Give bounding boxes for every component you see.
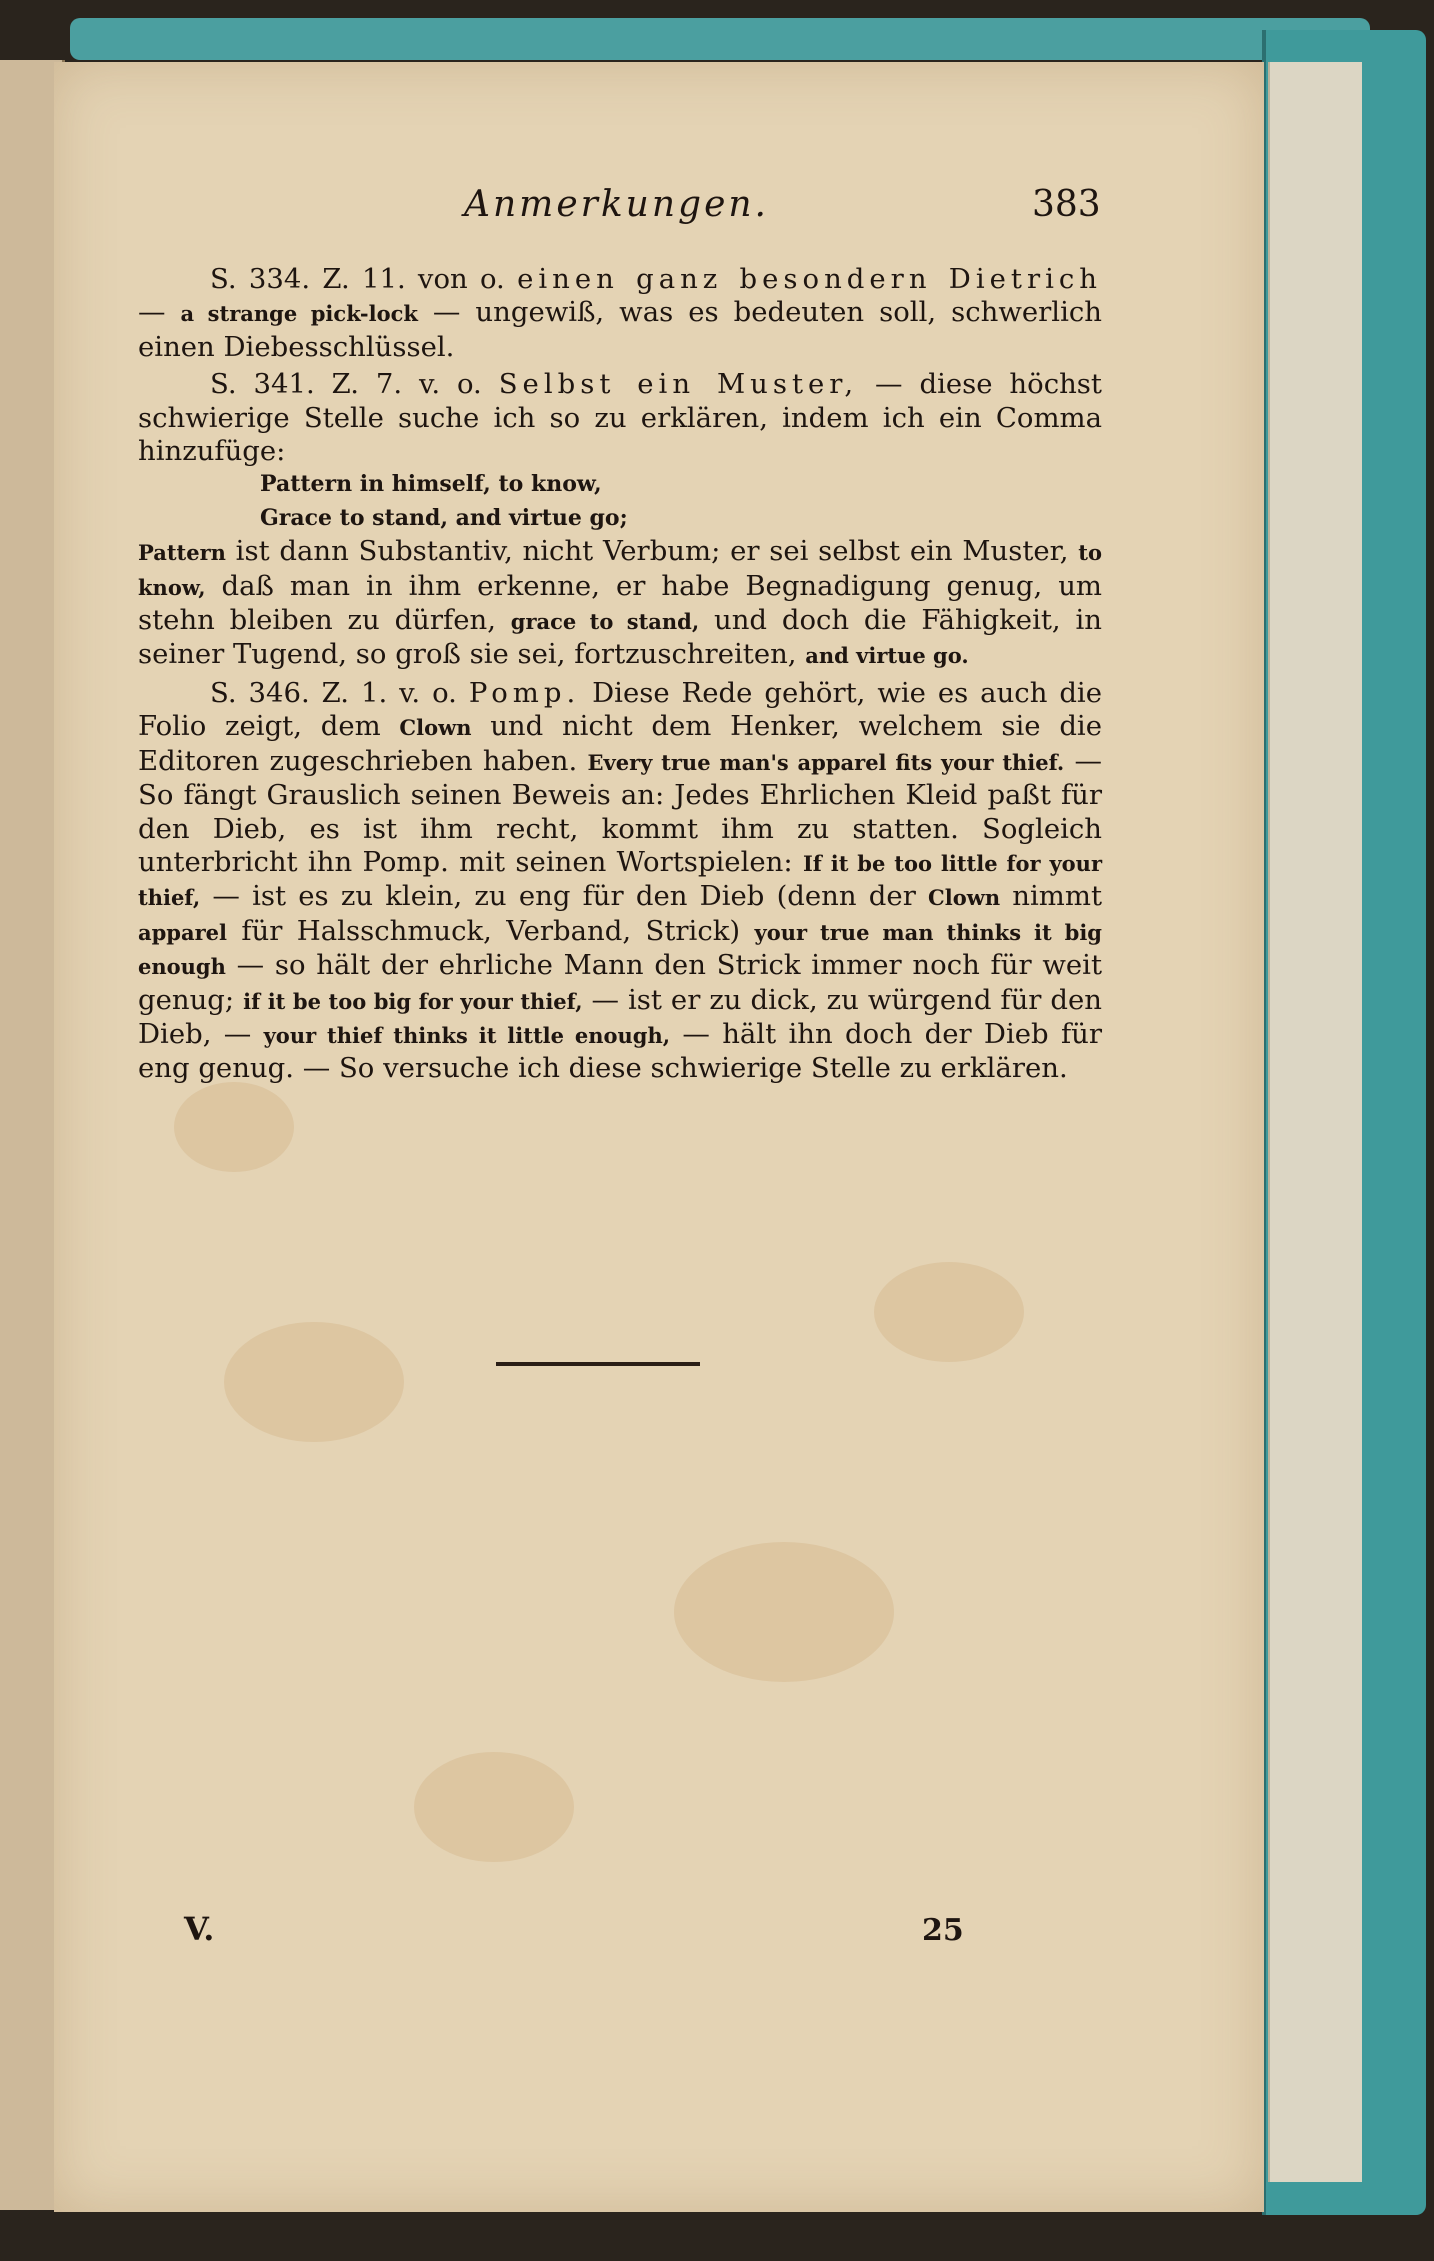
german-text: und nicht dem Henker, welchem sie die Editoren zugeschrieben haben. (138, 710, 1102, 777)
cover-endpaper (1268, 62, 1362, 2182)
english-quote: grace to stand, (510, 609, 700, 635)
gathering-number: 25 (922, 1913, 964, 1948)
german-text (457, 677, 469, 709)
note-text (138, 535, 1102, 670)
running-head: Anmerkungen. (464, 184, 769, 225)
note-1 (138, 263, 1102, 364)
german-text: — so hält der ehrliche Mann den Strick immer noch für weit genug; (138, 949, 1102, 1016)
german-text: und doch die Fähigkeit, in seiner Tugend, so groß sie sei, fortzuschreiten, (138, 604, 1103, 671)
english-quote: your true man thinks it big enough (138, 919, 1102, 980)
german-text (482, 368, 499, 400)
foxing-stain (874, 1262, 1024, 1362)
notes-body (138, 263, 1102, 1086)
note-ref: S. 334. Z. 11. von o. (210, 263, 505, 295)
german-text: — ungewiß, was es bedeuten soll, schwerlich einen Diebesschlüssel. (138, 296, 1102, 363)
lemma: Pomp. (468, 676, 581, 709)
end-rule (496, 1362, 700, 1366)
foxing-stain (674, 1542, 894, 1682)
note-2 (138, 368, 1102, 468)
verse-line-1: Pattern in himself, to know, (260, 471, 602, 498)
english-quote: your thief thinks it little enough, (263, 1022, 671, 1048)
note-3 (138, 677, 1102, 1086)
english-quote: apparel (138, 919, 227, 945)
german-text: Diese Rede gehört, wie es auch die Folio zeigt, dem (138, 676, 1102, 743)
note-text (138, 677, 1102, 1084)
english-quote: a strange pick-lock (180, 301, 418, 327)
english-quote: Clown (928, 885, 1001, 911)
german-text: — So fängt Grauslich seinen Beweis an: Jedes Ehrlichen Kleid paßt für den Dieb, es ist ihm recht, kommt ihm zu statten. Sogleich unterbricht ihn Pomp. mit seinen Wortspielen: (138, 744, 1102, 878)
german-text: — (138, 296, 181, 329)
english-quote: If it be too little for your thief, (138, 850, 1103, 911)
english-quote: to know, (138, 540, 1102, 600)
english-quote: and virtue go. (805, 643, 969, 669)
german-text: für Halsschmuck, Verband, Strick) (226, 914, 755, 947)
signature-mark: V. (184, 1910, 215, 1948)
german-text: — diese höchst schwierige Stelle suche ich so zu erklären, indem ich ein Comma hinzufüge: (138, 368, 1102, 468)
german-text: ist dann Substantiv, nicht Verbum; er sei selbst ein Muster, (225, 535, 1079, 568)
lemma: einen ganz besondern Dietrich (517, 263, 1103, 295)
english-quote: Pattern (138, 540, 226, 566)
german-text: — ist er zu dick, zu würgend für den Dieb, — (138, 983, 1102, 1050)
english-quote: Clown (399, 715, 472, 741)
foxing-stain (224, 1322, 404, 1442)
german-text (505, 263, 517, 295)
verse-line-2: Grace to stand, and virtue go; (260, 504, 628, 531)
german-text: nimmt (1000, 880, 1103, 913)
lemma: Selbst ein Muster, (498, 368, 859, 401)
binding-strip (70, 18, 1370, 60)
note-ref: S. 346. Z. 1. v. o. (210, 676, 457, 709)
english-quote: Every true man's apparel fits your thief. (587, 749, 1065, 775)
german-text: — hält ihn doch der Dieb für eng genug. — So versuche ich diese schwierige Stelle zu erklären. (138, 1017, 1103, 1085)
german-text: — ist es zu klein, zu eng für den Dieb (denn der (200, 880, 929, 913)
note-2-continuation (138, 535, 1102, 673)
foxing-stain (414, 1752, 574, 1862)
german-text: daß man in ihm erkenne, er habe Begnadigung genug, um stehn bleiben zu dürfen, (138, 569, 1102, 637)
note-ref: S. 341. Z. 7. v. o. (210, 368, 482, 401)
page-number: 383 (1032, 184, 1101, 225)
english-quote: if it be too big for your thief, (243, 988, 583, 1014)
foxing-stain (174, 1082, 294, 1172)
